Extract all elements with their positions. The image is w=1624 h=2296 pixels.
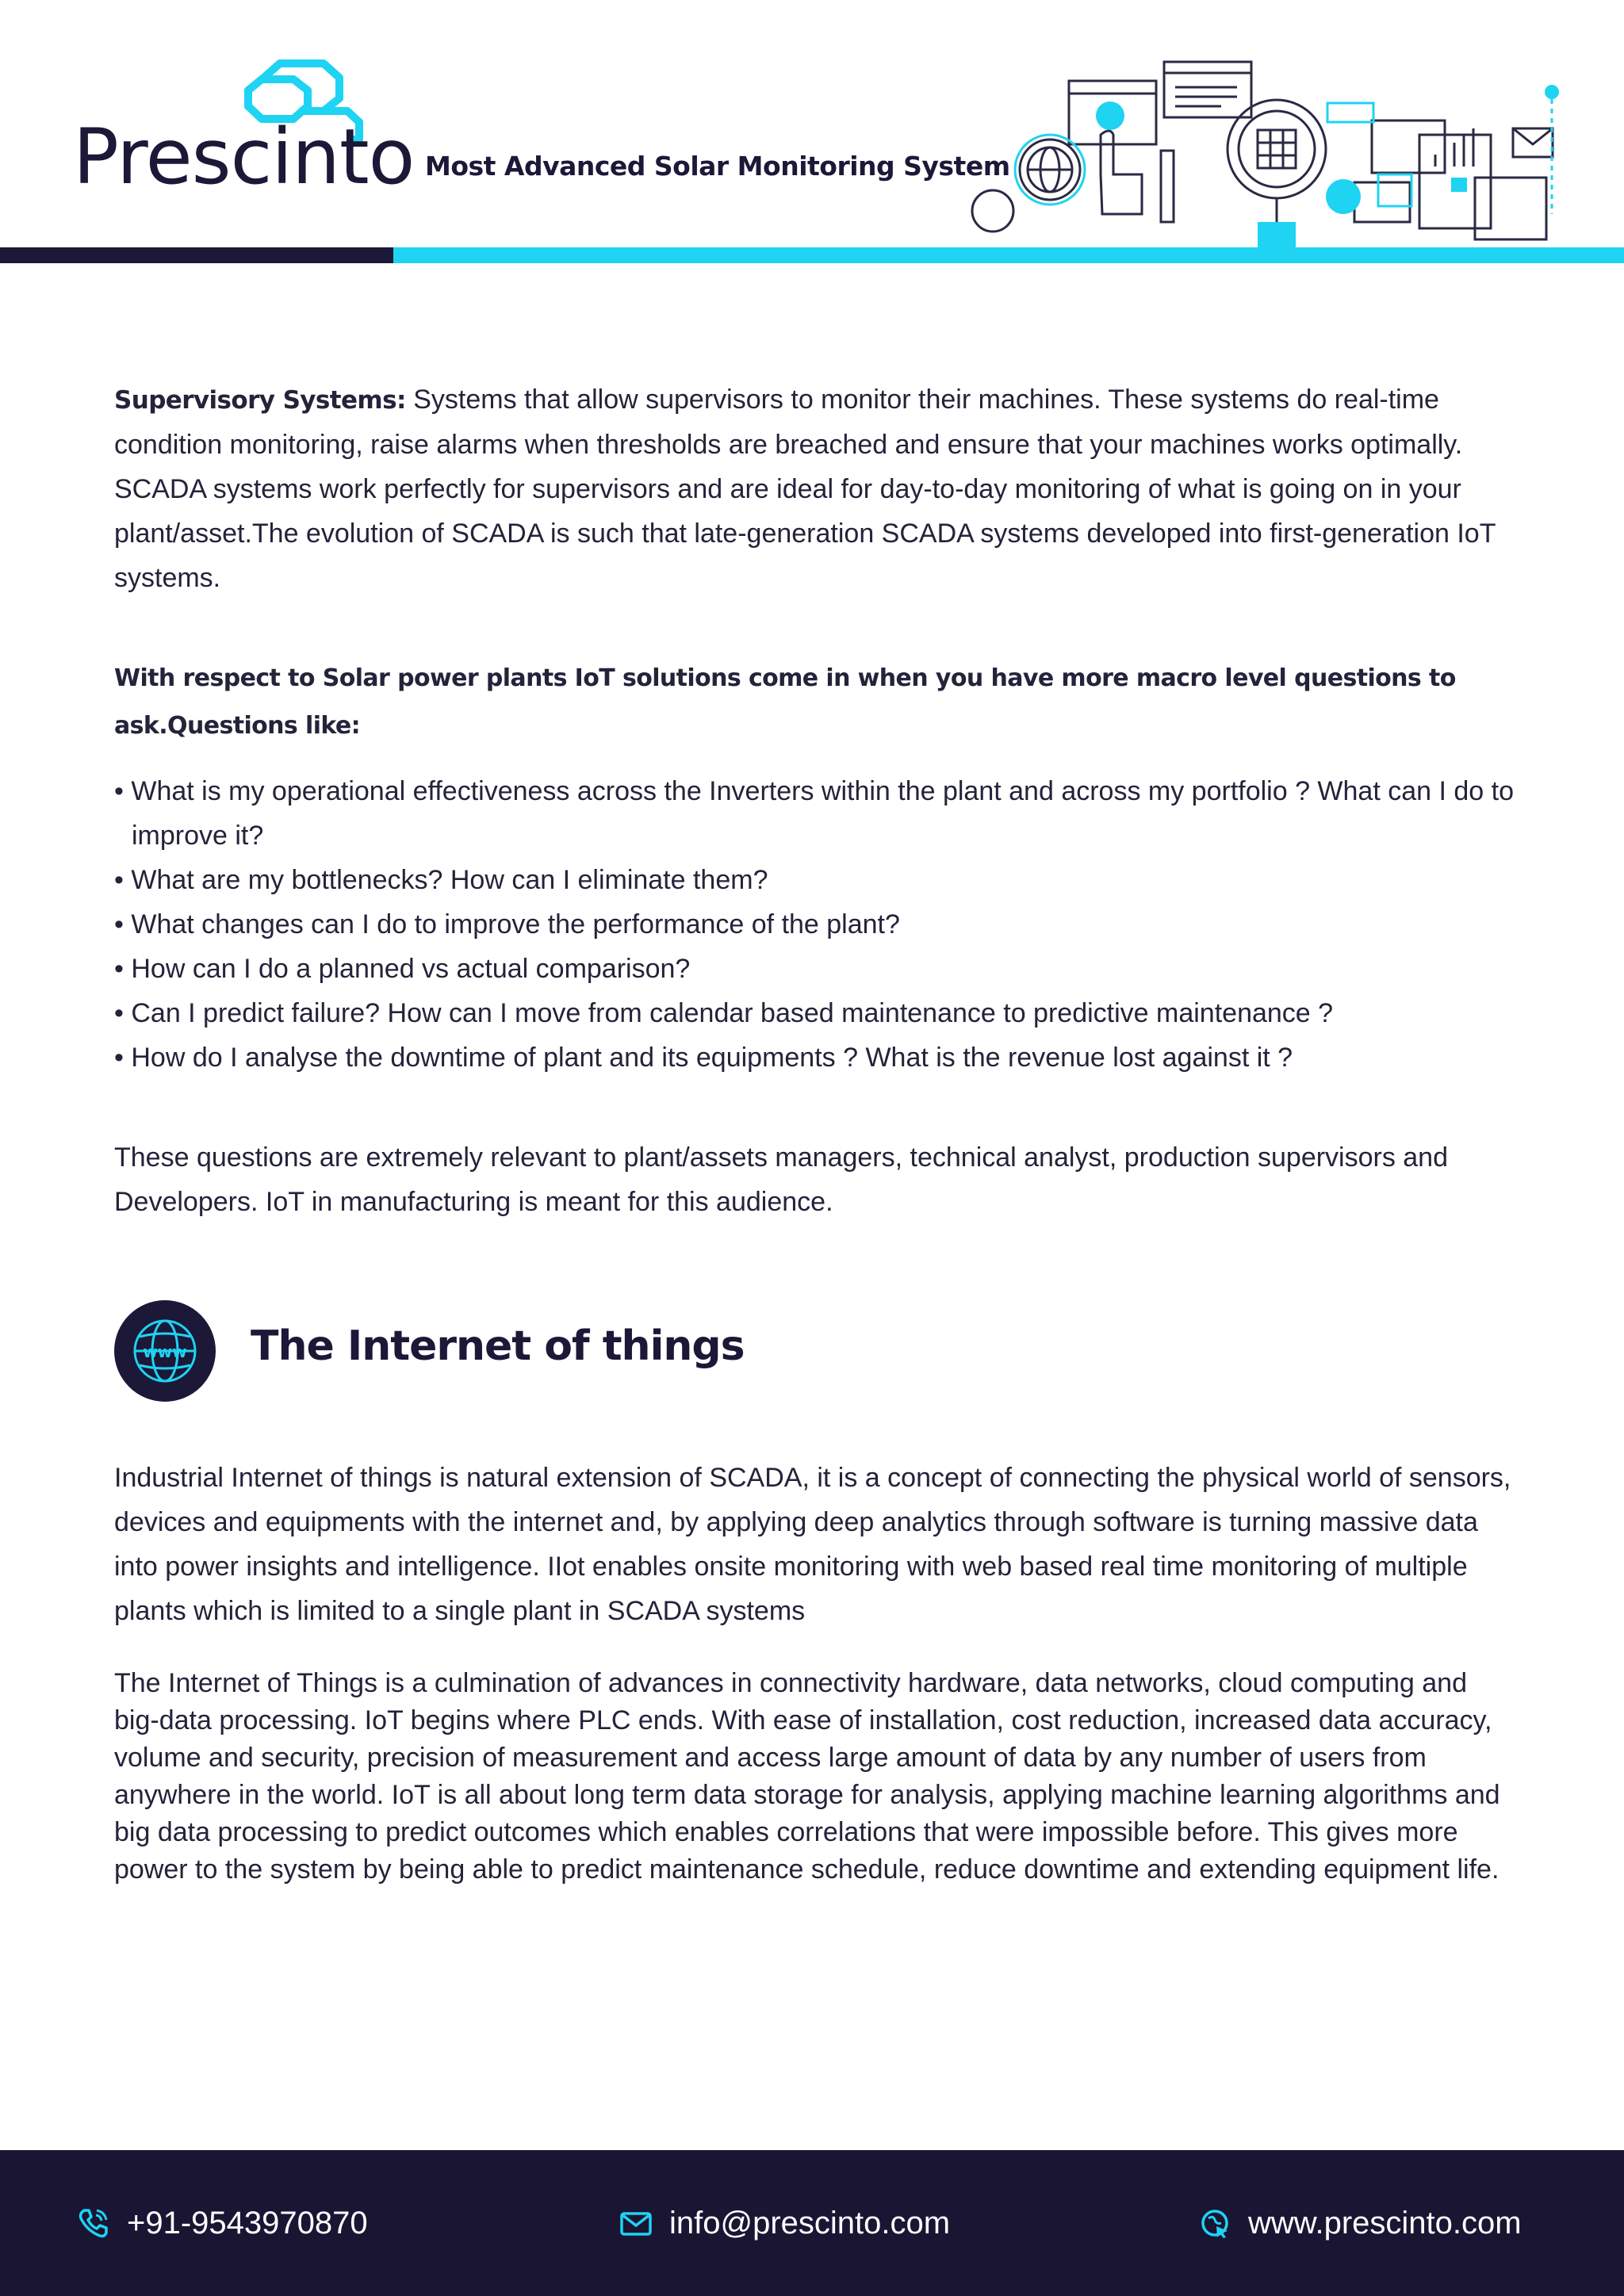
brand-tagline: Most Advanced Solar Monitoring System — [425, 151, 1010, 182]
header-bar-cyan — [393, 247, 1624, 263]
web-icon — [1197, 2206, 1232, 2241]
footer-website[interactable] — [1197, 2199, 1522, 2247]
svg-text:www: www — [143, 1342, 187, 1361]
audience-paragraph: These questions are extremely relevant to plant/assets managers, technical analyst, production supervisors and Developers. IoT in manufacturing is meant for this audience. — [114, 1142, 1449, 1217]
website-url: www.prescinto.com — [1248, 2206, 1522, 2241]
iot-paragraph: The Internet of Things is a culmination of advances in connectivity hardware, data networks, cloud computing and big-data processing. IoT begins where PLC ends. With ease of installation, cost reduction, increased data accuracy, volume and security, precision of measurement and access large amount of data by any number of users from anywhere in the world. IoT is all about long term data storage for analysis, applying machine learning algorithms and big data processing to predict outcomes which enables correlations that were impossible before. This gives more power to the system by being able to predict maintenance schedule, reduce downtime and extending equipment life. — [114, 1668, 1500, 1885]
list-item: • What is my operational effectiveness across the Inverters within the plant and across my portfolio ? What can I do to improve it? — [114, 776, 1515, 851]
mail-icon — [619, 2206, 653, 2241]
footer-email[interactable] — [619, 2199, 950, 2247]
questions-intro: With respect to Solar power plants IoT solutions come in when you have more macro level questions to ask.Questions like: — [114, 664, 1456, 740]
section-icon-circle — [114, 1300, 216, 1402]
header-bar-navy — [0, 247, 393, 263]
supervisory-systems-paragraph — [114, 377, 1518, 600]
supervisory-text: Systems that allow supervisors to monitor their machines. These systems do real-time condition monitoring, raise alarms when thresholds are breached and ensure that your machines works optimally. SCADA systems work perfectly for supervisors and are ideal for day-to-day monitoring of what is going on in your plant/asset.The evolution of SCADA is such that late-generation SCADA systems developed into first-generation IoT systems. — [114, 385, 1496, 593]
list-item: • What changes can I do to improve the performance of the plant? — [114, 909, 900, 939]
phone-number: +91-9543970870 — [127, 2206, 368, 2241]
list-item: • Can I predict failure? How can I move from calendar based maintenance to predictive maintenance ? — [114, 998, 1334, 1028]
footer-phone[interactable] — [76, 2199, 368, 2247]
phone-icon — [76, 2206, 111, 2241]
email-address: info@prescinto.com — [669, 2206, 951, 2241]
supervisory-label: Supervisory Systems: — [114, 386, 406, 415]
brand-name: Prescinto — [73, 113, 415, 201]
questions-list — [114, 769, 1518, 1080]
list-item: • How do I analyse the downtime of plant and its equipments ? What is the revenue lost against it ? — [114, 1043, 1293, 1073]
iiot-paragraph: Industrial Internet of things is natural extension of SCADA, it is a concept of connecting the physical world of sensors, devices and equipments with the internet and, by applying deep analytics through software is turning massive data into power insights and intelligence. IIot enables onsite monitoring with web based real time monitoring of multiple plants which is limited to a single plant in SCADA systems — [114, 1463, 1511, 1626]
section-title: The Internet of things — [251, 1322, 745, 1370]
www-globe-icon — [114, 1300, 216, 1402]
brand-logo — [73, 57, 415, 201]
solar-monitoring-illustration — [967, 55, 1594, 247]
list-item: • How can I do a planned vs actual comparison? — [114, 954, 691, 984]
contact-footer — [0, 2150, 1624, 2296]
list-item: • What are my bottlenecks? How can I eliminate them? — [114, 865, 768, 895]
